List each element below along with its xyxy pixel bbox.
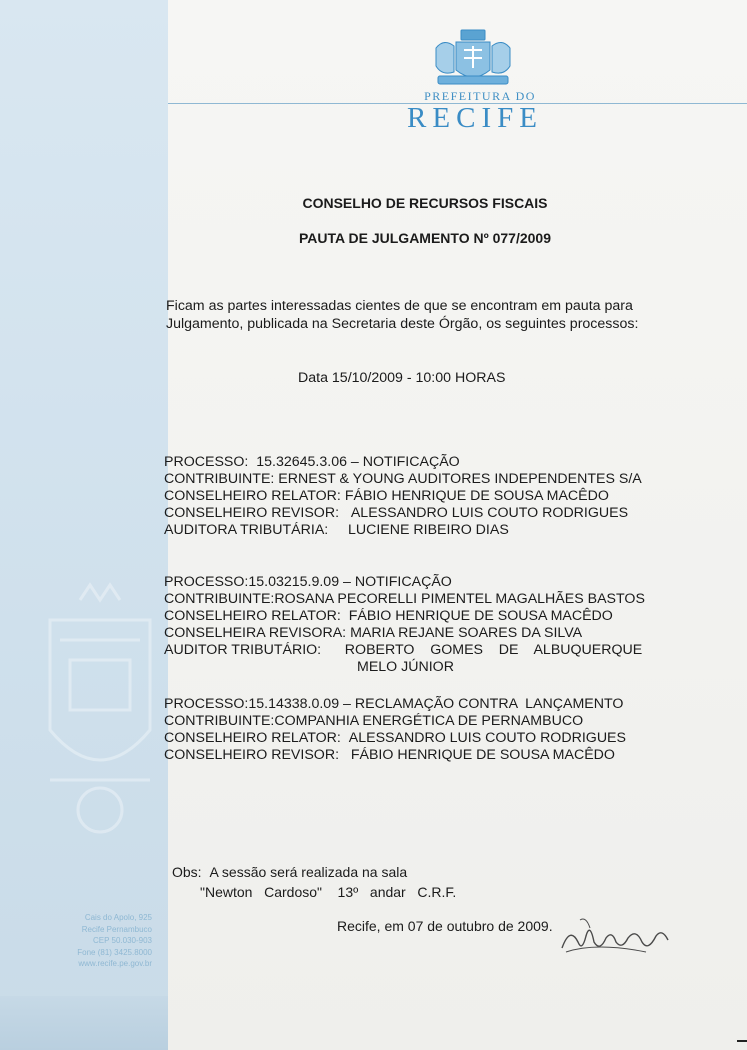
address-line: Fone (81) 3425.8000 [77, 947, 152, 957]
signoff-date: Recife, em 07 de outubro de 2009. [337, 918, 553, 934]
process-row: PROCESSO: 15.03215.9.09 – NOTIFICAÇÃO [164, 574, 452, 590]
intro-line: Ficam as partes interessadas cientes de que se encontram em pauta para [166, 298, 633, 314]
process-row: AUDITOR TRIBUTÁRIO: ROBERTO GOMES DE ALBUQUERQUE [164, 642, 643, 658]
process-block-3 [164, 696, 626, 764]
intro-paragraph [166, 297, 666, 333]
process-block-1 [164, 454, 642, 539]
brand-prefeitura: PREFEITURA DO [424, 89, 536, 103]
process-row: AUDITORA TRIBUTÁRIA: LUCIENE RIBEIRO DIAS [164, 522, 509, 538]
process-row: CONSELHEIRO RELATOR: FÁBIO HENRIQUE DE SOUSA MACÊDO [164, 608, 613, 624]
recife-coat-of-arms-icon [428, 26, 518, 88]
process-row: CONSELHEIRO REVISOR: FÁBIO HENRIQUE DE SOUSA MACÊDO [164, 747, 615, 763]
process-row: PROCESSO: 15.14338.0.09 – RECLAMAÇÃO CONTRA LANÇAMENTO [164, 696, 624, 712]
page-edge-mark [737, 1040, 747, 1042]
address-line: Cais do Apolo, 925 [84, 913, 152, 922]
process-row: CONSELHEIRO RELATOR: FÁBIO HENRIQUE DE SOUSA MACÊDO [164, 488, 609, 504]
brand-recife: RECIFE [407, 102, 543, 134]
process-block-2 [164, 574, 645, 676]
handwritten-signature-icon [556, 912, 686, 962]
process-row: CONSELHEIRO RELATOR: ALESSANDRO LUIS COUTO RODRIGUES [164, 730, 626, 746]
process-row: CONTRIBUINTE: COMPANHIA ENERGÉTICA DE PERNAMBUCO [164, 713, 584, 729]
obs-label: Obs: [172, 864, 202, 880]
observation-note [172, 862, 457, 900]
process-row: MELO JÚNIOR [357, 659, 454, 675]
address-line: www.recife.pe.gov.br [78, 959, 152, 968]
process-row: CONSELHEIRO REVISOR: ALESSANDRO LUIS COUTO RODRIGUES [164, 505, 629, 521]
obs-room: "Newton Cardoso" 13º andar C.R.F. [200, 884, 457, 900]
city-crest-watermark-icon [30, 580, 170, 840]
process-row: CONTRIBUINTE: ROSANA PECORELLI PIMENTEL MAGALHÃES BASTOS [164, 591, 645, 607]
intro-line: Julgamento, publicada na Secretaria deste Órgão, os seguintes processos: [166, 316, 639, 332]
letterhead-side-band [0, 0, 168, 1050]
session-date: Data 15/10/2009 - 10:00 HORAS [298, 370, 506, 386]
document-subtitle: PAUTA DE JULGAMENTO Nº 077/2009 [299, 230, 551, 246]
footer-band [0, 996, 168, 1050]
address-line: CEP 50.030-903 [92, 936, 152, 945]
process-row: CONSELHEIRA REVISORA: MARIA REJANE SOARES DA SILVA [164, 625, 583, 641]
process-row: PROCESSO: 15.32645.3.06 – NOTIFICAÇÃO [164, 454, 460, 470]
document-title: CONSELHO DE RECURSOS FISCAIS [302, 195, 548, 211]
obs-text: A sessão será realizada na sala [209, 864, 408, 880]
process-row: CONTRIBUINTE: ERNEST & YOUNG AUDITORES INDEPENDENTES S/A [164, 471, 642, 487]
address-line: Recife Pernambuco [81, 924, 152, 934]
office-address [20, 912, 152, 970]
